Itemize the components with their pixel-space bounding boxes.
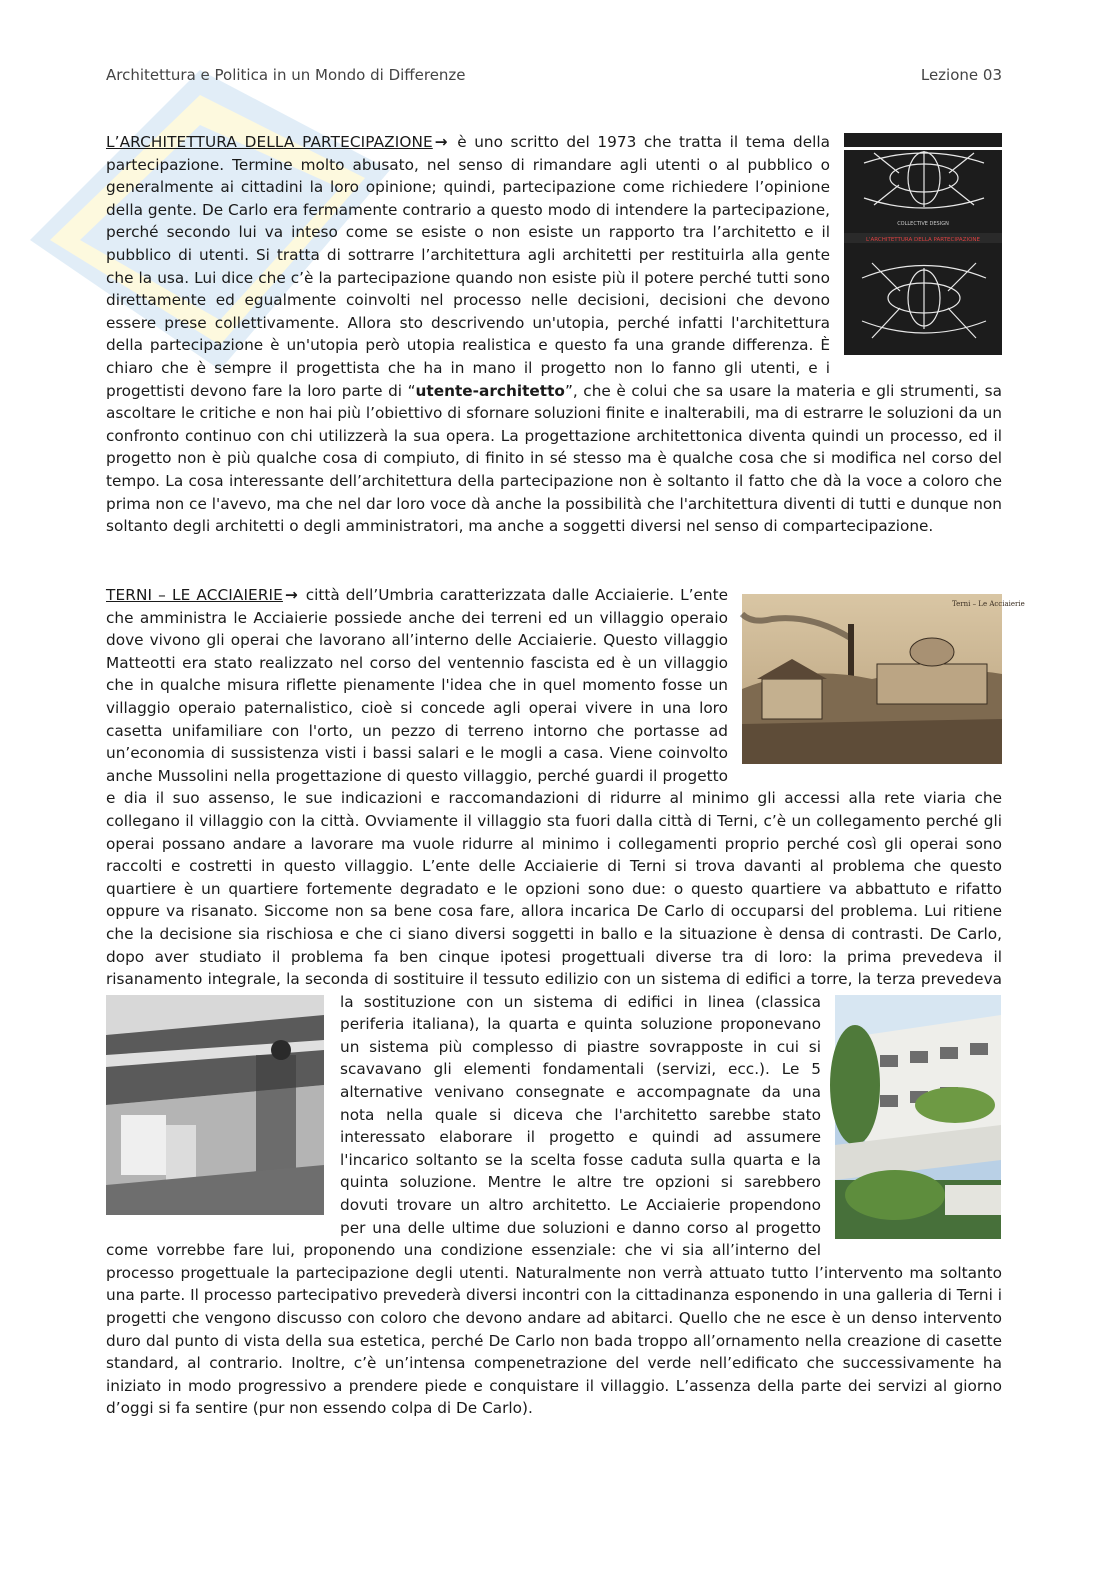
section-heading-terni: TERNI – LE ACCIAIERIE — [106, 586, 283, 604]
green-building-image — [835, 995, 1001, 1239]
arrow-icon: → — [284, 586, 298, 604]
section-body: è uno scritto del 1973 che tratta il tema della partecipazione. Termine molto abusato, nel senso di rimandare agli utenti o al pubblico o generalmente ai cittadini la loro opinione; quindi, partecipazione come richiedere l’opinione della gente. De Carlo era fermamente contrario a questo modo di intendere la partecipazione, perché secondo lui va inteso come se esiste o non esiste un rapporto tra l’architetto e il pubblico di utenti. Si tratta di sottrarre l’architettura agli architetti per restituirla alla gente che la usa. Lui dice che c’è la partecipazione quando non esiste più il potere perché tutti sono direttamente ed egualmente coinvolti nel processo nelle decisioni, decisioni che devono essere prese collettivamente. Allora sto descrivendo un'utopia, perché infatti l'architettura della partecipazione è un'utopia però utopia realistica e questo fa una grande differenza. È chiaro che è sempre il progettista che ha in mano il progetto non lo fanno gli utenti, e i progettisti devono fare la loro parte di “ — [106, 133, 830, 400]
steelworks-postcard-image — [742, 594, 1025, 764]
section-heading-participation: L’ARCHITETTURA DELLA PARTECIPAZIONE — [106, 133, 433, 151]
key-term: utente-architetto — [415, 381, 565, 400]
arrow-icon: → — [434, 133, 448, 151]
section-terni — [106, 584, 1025, 1420]
diagram-caption-mid: L'ARCHITETTURA DELLA PARTECIPAZIONE — [865, 237, 981, 243]
layout-spacer — [1001, 991, 1002, 1141]
course-title: Architettura e Politica in un Mondo di Differenze — [106, 66, 466, 84]
section-body-continued: prevedeva la sostituzione con un sistema di edifici in linea (classica periferia italiana), la quarta e quinta soluzione proponevano un sistema più complesso di piastre sovrapposte in cui si scavavano gli elementi fondamentali (servizi, ecc.). Le 5 alternative venivano consegnate e accompagnate da una nota nella quale si diceva che l'architetto sarebbe stato interessato elaborare il progetto e quindi ad assumere l'incarico soltanto se la scelta fosse caduta sulla quarta e la quinta soluzione. Mentre le altre tre opzioni si sarebbero dovuti trovare un altro architetto. Le Acciaierie propendono per una delle ultime due soluzioni e danno corso al progetto come vorrebbe fare lui, proponendo una condizione essenziale: che vi sia all’interno del processo progettuale la partecipazione degli utenti. Naturalmente non verrà attuato tutto l’intervento ma soltanto una parte. Il processo partecipativo prevederà diversi incontri con la cittadinanza esponendo in una galleria di Terni i progetti che vengono discusso con coloro che devono andare ad abitarci. Quello che ne esce è un denso intervento duro dal punto di vista della sua estetica, perché De Carlo non bada troppo all’ornamento nella creazione di casette standard, al contrario. Inoltre, c’è un’intensa compenetrazione del verde nell’edificato che successivamente ha iniziato in modo progressivo a prendere piede e conquistare il villaggio. L’assenza della parte dei servizi al giorno d’oggi si fa sentire (pur non essendo colpa di De Carlo). — [106, 970, 1002, 1418]
diagram-caption-top: COLLECTIVE DESIGN — [897, 221, 949, 227]
section-participation — [106, 131, 1002, 538]
section-body-continued: ”, che è colui che sa usare la materia e gli strumenti, sa ascoltare le critiche e non hai più l’obiettivo di sfornare soluzioni finite e inalterabili, ma di estrarre le soluzioni da un confronto continuo con chi utilizzerà la sua opera. La progettazione architettonica diventa quindi un processo, ed il progetto non è più qualche cosa di compiuto, di finito in sé stesso ma è qualche cosa che si modifica nel corso del tempo. La cosa interessante dell’architettura della partecipazione non è soltanto il fatto che dà la voce a coloro che prima non ce l'avevo, ma che nel dar loro voce dà anche la possibilità che l'architettura diventi di tutti e dunque non soltanto degli architetti o degli amministratori, ma anche a soggetti diversi nel senso di compartecipazione. — [106, 381, 1002, 536]
postcard-caption: Terni – Le Acciaierie — [952, 600, 1025, 608]
section-body: città dell’Umbria caratterizzata dalle Acciaierie. L’ente che amministra le Acciaierie possiede anche dei terreni ed un villaggio operaio dove vivono gli operai che lavorano all’interno delle Acciaierie. Questo villaggio Matteotti era stato realizzato nel corso del ventennio fascista ed è un villaggio che in qualche misura riflette pienamente l'idea che in quel momento fosse un villaggio operaio paternalistico, cioè si concede agli operai vivere in una loro casetta unifamiliare con l'orto, un pezzo di terreno intorno che portasse ad un’economia di sussistenza visti i bassi salari e le mogli a casa. Viene coinvolto anche Mussolini nella progettazione di questo villaggio, perché guardi il progetto e dia il suo assenso, le sue indicazioni e raccomandazioni di ridurre al minimo gli accessi alla rete viaria che collegano il villaggio con la città. Ovviamente il villaggio sta fuori dalla città di Terni, c’è un collegamento perché gli operai possano andare a lavorare ma vuole ridurre al minimo i collegamenti proprio perché così gli operai sono raccolti e costretti in questo villaggio. L’ente delle Acciaierie di Terni si trova davanti al problema che questo quartiere è un quartiere fortemente degradato e le opzioni sono due: o questo quartiere va abbattuto e rifatto oppure va risanato. Siccome non sa bene cosa fare, allora incarica De Carlo di occuparsi del problema. Lui ritiene che la decisione sia rischiosa e che ci siano diversi soggetti in ballo e la situazione è densa di contrasti. De Carlo, dopo aver studiato il problema fa ben cinque ipotesi progettuali diverse tra di loro: la prima prevedeva il risanamento integrale, la seconda di sostituire il tessuto edilizio con un sistema di edifici a torre, la terza — [106, 586, 1002, 989]
lesson-number: Lezione 03 — [920, 66, 1002, 84]
housing-balconies-image — [106, 995, 324, 1215]
participation-diagram-image — [844, 133, 1002, 355]
